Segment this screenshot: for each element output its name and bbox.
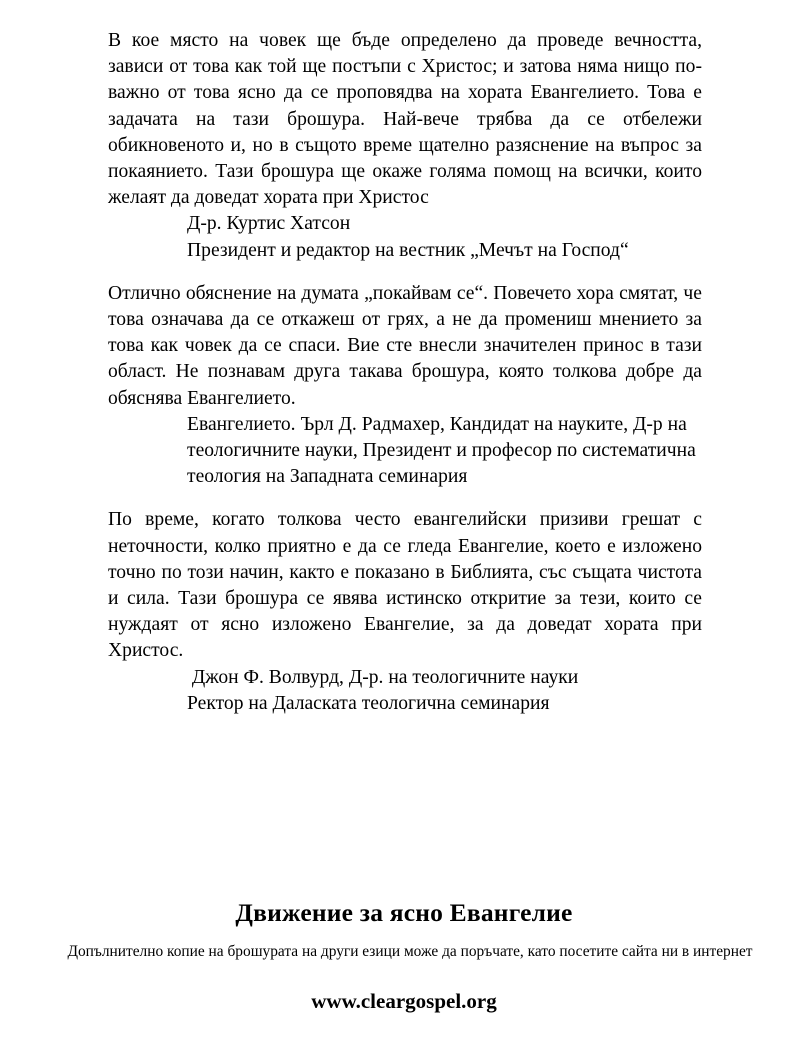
testimonial-1-text: В кое място на човек ще бъде определено да проведе вечността, зависи от това как той ще постъпи с Христос; и затова няма нищо по-важно от това ясно да се проповядва на хората Евангелието. Това е задачата на тази брошура. Най-вече трябва да се отбележи обикновеното и, но в същото време щателно разяснение на въпрос за покаянието. Тази брошура ще окаже голяма помощ на всички, които желаят да доведат хората при Христос (108, 30, 702, 209)
testimonial-2-author: Евангелието. Ърл Д. Радмахер, Кандидат на науките, Д-р на теологичните науки, Президент и професор по систематична теология на Западната семинария (187, 413, 696, 488)
testimonial-2 (108, 281, 702, 491)
spacer (108, 490, 702, 507)
testimonial-1-author-title: Президент и редактор на вестник „Мечът на Господ“ (187, 239, 629, 261)
testimonial-3-signature (187, 665, 702, 717)
footer-note: Допълнително копие на брошурата на други езици може да поръчате, като посетите сайта ни в интернет (67, 943, 753, 960)
testimonial-1-author: Д-р. Куртис Хатсон (187, 213, 351, 235)
testimonial-3 (108, 507, 702, 717)
testimonial-2-signature (187, 412, 702, 491)
testimonial-1-signature (187, 211, 702, 263)
spacer (108, 264, 702, 281)
testimonials (108, 28, 702, 717)
website-link[interactable]: www.cleargospel.org (311, 989, 497, 1013)
testimonial-3-author: Джон Ф. Волвурд, Д-р. на теологичните науки (187, 666, 579, 688)
testimonial-2-text: Отлично обяснение на думата „покайвам се“. Повечето хора смятат, че това означава да се откажеш от грях, а не да промениш мнението за това как човек да се спаси. Вие сте внесли значителен принос в тази област. Не познавам друга такава брошура, която толкова добре да обяснява Евангелието. (108, 282, 702, 409)
testimonial-3-text: По време, когато толкова често евангелийски призиви грешат с неточности, колко приятно е да се гледа Евангелие, което е изложено точно по този начин, както е показано в Библията, със същата чистота и сила. Тази брошура се явява истинско откритие за тези, които се нуждаят от ясно изложено Евангелие, за да доведат хората при Христос. (108, 509, 702, 662)
footer-title: Движение за ясно Евангелие (235, 898, 573, 927)
testimonial-3-author-title: Ректор на Даласката теологична семинария (187, 692, 550, 714)
testimonial-1 (108, 28, 702, 264)
